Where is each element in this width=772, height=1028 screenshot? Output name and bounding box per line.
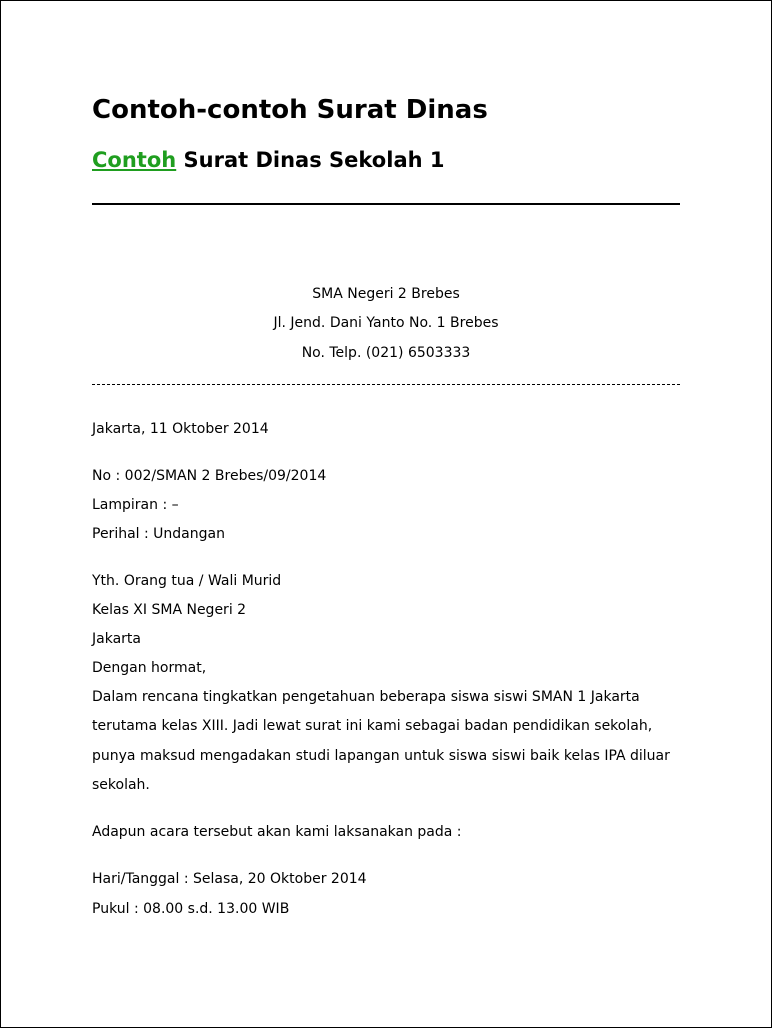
subtitle-text: Surat Dinas Sekolah 1 <box>176 148 445 172</box>
recipient-line: Kelas XI SMA Negeri 2 <box>92 602 247 618</box>
recipient-line: Yth. Orang tua / Wali Murid <box>92 573 282 589</box>
event-day-date: Hari/Tanggal : Selasa, 20 Oktober 2014 <box>92 871 367 887</box>
letter-attachment: Lampiran : – <box>92 497 179 513</box>
page-title: Contoh-contoh Surat Dinas <box>92 95 488 125</box>
event-intro: Adapun acara tersebut akan kami laksanakan pada : <box>92 824 462 840</box>
contoh-link[interactable]: Contoh <box>92 148 177 172</box>
body-line: terutama kelas XIII. Jadi lewat surat ini kami sebagai badan pendidikan sekolah, <box>92 718 653 734</box>
title-divider <box>92 203 680 205</box>
event-time: Pukul : 08.00 s.d. 13.00 WIB <box>92 901 290 917</box>
letterhead-school: SMA Negeri 2 Brebes <box>312 286 460 302</box>
body-line: punya maksud mengadakan studi lapangan untuk siswa siswi baik kelas IPA diluar <box>92 748 670 764</box>
recipient-line: Jakarta <box>92 631 141 647</box>
letter-greeting: Dengan hormat, <box>92 660 207 676</box>
letterhead-divider <box>92 384 680 385</box>
body-line: sekolah. <box>92 777 150 793</box>
body-line: Dalam rencana tingkatkan pengetahuan beberapa siswa siswi SMAN 1 Jakarta <box>92 689 640 705</box>
letter-number: No : 002/SMAN 2 Brebes/09/2014 <box>92 468 327 484</box>
letterhead-address: Jl. Jend. Dani Yanto No. 1 Brebes <box>273 315 499 331</box>
letterhead-phone: No. Telp. (021) 6503333 <box>301 345 471 361</box>
letter-subject: Perihal : Undangan <box>92 526 225 542</box>
section-subtitle <box>92 145 444 175</box>
letter-place-date: Jakarta, 11 Oktober 2014 <box>92 421 269 437</box>
